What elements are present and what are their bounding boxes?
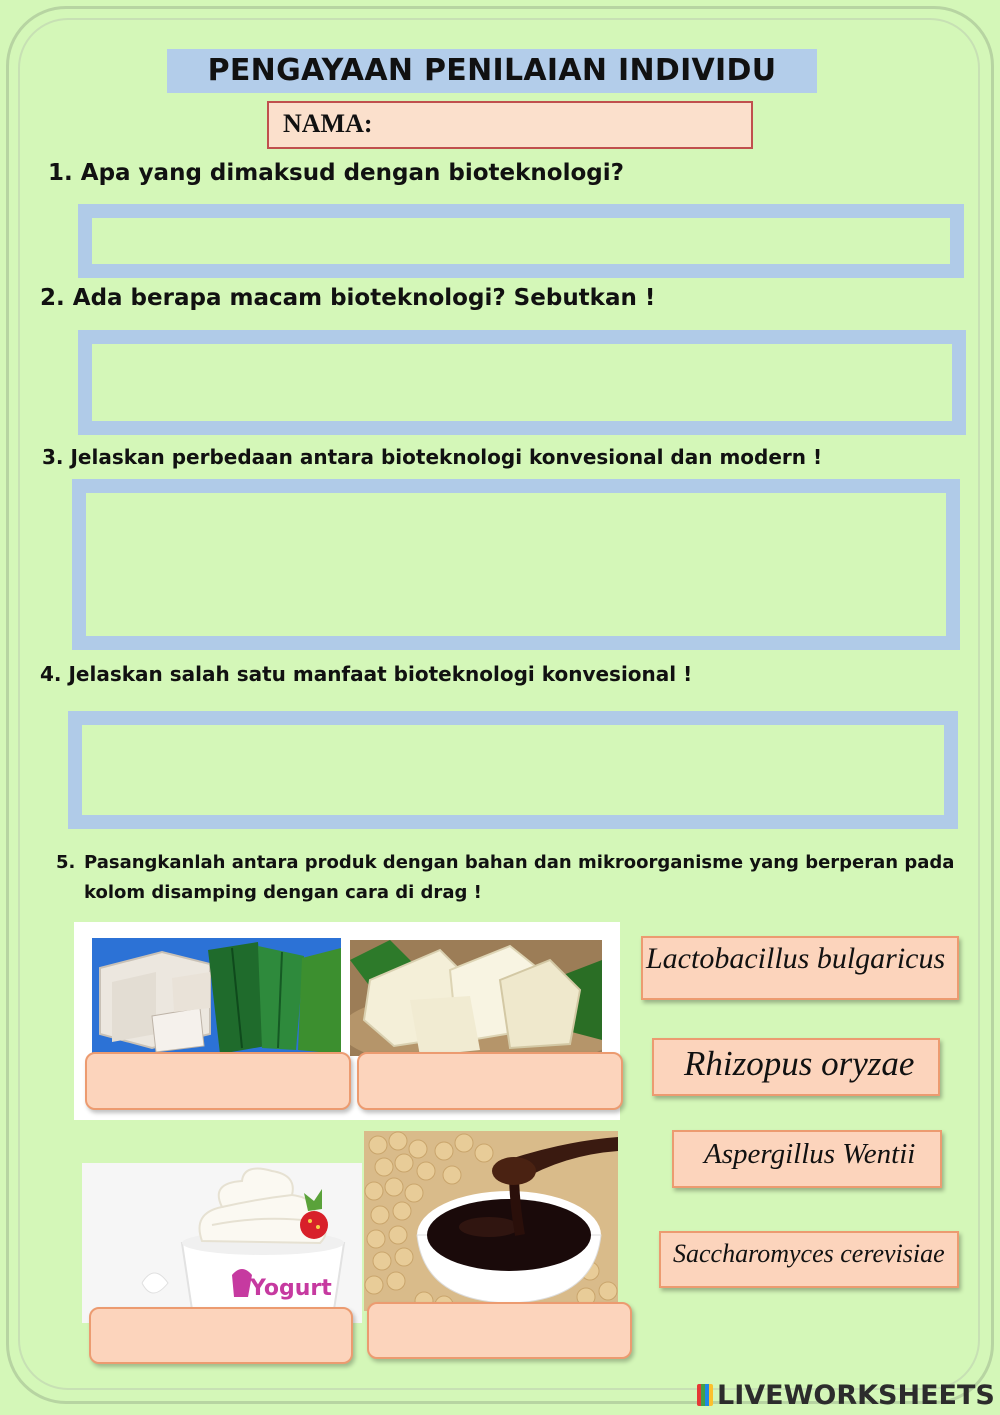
question-text: Apa yang dimaksud dengan bioteknologi? [80,160,624,186]
question-1 [48,160,624,186]
yogurt-photo-icon [82,1163,362,1323]
question-2 [40,285,655,311]
drop-zone-2[interactable] [357,1052,623,1110]
drop-zone-1[interactable] [85,1052,351,1110]
question-text: Ada berapa macam bioteknologi? Sebutkan ! [72,285,656,311]
question-number: 1. [48,160,73,186]
drag-label-lactobacillus[interactable]: Lactobacillus bulgaricus [641,936,959,1000]
liveworksheets-logo [697,1380,995,1410]
worksheet-title: PENGAYAAN PENILAIAN INDIVIDU [167,49,817,93]
soy-sauce-illustration [364,1131,618,1311]
question-4 [40,662,692,686]
tempe-illustration [92,938,341,1054]
liveworksheets-icon [697,1384,713,1406]
answer-box-4[interactable] [68,711,958,829]
answer-box-1[interactable] [78,204,964,278]
drag-label-aspergillus[interactable]: Aspergillus Wentii [672,1130,942,1188]
soy-sauce-photo-icon [364,1131,618,1311]
question-3 [42,445,822,469]
tape-illustration [350,940,602,1056]
drop-zone-3[interactable] [89,1307,353,1364]
question-text: Pasangkanlah antara produk dengan bahan dan mikroorganisme yang berperan pada kolom disamping dengan cara di drag ! [84,852,955,903]
tempe-photo-icon [92,938,341,1054]
brand-text: LIVEWORKSHEETS [717,1380,995,1411]
photo-panel-bottom [82,1163,362,1323]
question-number: 4. [40,662,62,686]
yogurt-photo-caption: Yogurt [250,1276,332,1301]
drop-zone-4[interactable] [367,1302,632,1359]
tape-photo-icon [350,940,602,1056]
question-text: Jelaskan salah satu manfaat bioteknologi konvesional ! [68,662,693,686]
name-label: NAMA: [283,109,373,138]
drag-label-saccharomyces[interactable]: Saccharomyces cerevisiae [659,1231,959,1288]
answer-box-3[interactable] [72,479,960,650]
answer-box-2[interactable] [78,330,966,435]
question-text: Jelaskan perbedaan antara bioteknologi konvesional dan modern ! [70,445,823,469]
question-number: 2. [40,285,65,311]
drag-label-rhizopus[interactable]: Rhizopus oryzae [652,1038,940,1096]
question-number: 3. [42,445,64,469]
question-number: 5. [56,852,76,873]
question-5 [56,848,956,908]
name-field[interactable] [267,101,753,149]
